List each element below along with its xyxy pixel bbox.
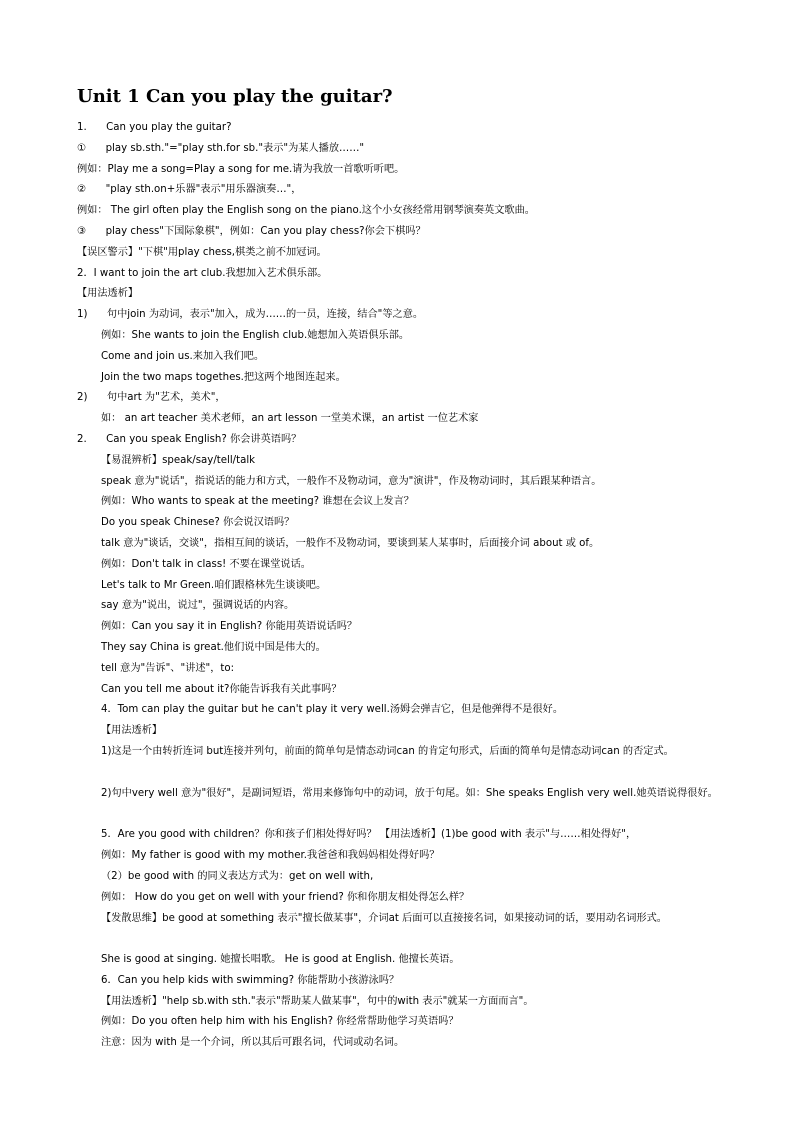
text-line: 例如：Do you often help him with his English? 你经常帮助他学习英语吗？ xyxy=(101,1016,459,1027)
text-line: speak 意为"说话"，指说话的能力和方式，一般作不及物动词，意为"演讲"，作及物动词时，其后跟某种语言。 xyxy=(101,476,602,487)
text-line: They say China is great.他们说中国是伟大的。 xyxy=(101,642,326,653)
text-line: Come and join us.来加入我们吧。 xyxy=(101,351,265,362)
text-line: 例如：Play me a song=Play a song for me.请为我放一首歌听听吧。 xyxy=(77,164,405,175)
text-line: 【易混辨析】speak/say/tell/talk xyxy=(101,455,256,466)
text-line: 5．Are you good with children？你和孩子们相处得好吗？ 【用法透析】(1)be good with 表示"与……相处得好"， xyxy=(101,829,637,840)
text-line: 1. Can you play the guitar? xyxy=(77,122,232,133)
text-line: ② "play sth.on+乐器"表示"用乐器演奏…"， xyxy=(77,184,302,195)
text-line: 2) 句中art 为"艺术，美术"， xyxy=(77,392,226,403)
text-line: Do you speak Chinese? 你会说汉语吗？ xyxy=(101,517,295,528)
text-line: 例如：She wants to join the English club.她想加入英语俱乐部。 xyxy=(101,330,410,341)
text-line: 1) 句中join 为动词，表示"加入，成为……的一员，连接，结合"等之意。 xyxy=(77,309,424,320)
text-line: 【用法透析】"help sb.with sth."表示"帮助某人做某事"，句中的with 表示"就某一方面而言"。 xyxy=(101,996,534,1007)
text-line: （2）be good with 的同义表达方式为：get on well with, xyxy=(101,871,374,882)
text-line: 例如：Can you say it in English? 你能用英语说话吗？ xyxy=(101,621,358,632)
text-line: 【用法透析】 xyxy=(77,288,139,299)
text-line: 注意：因为 with 是一个介词，所以其后可跟名词，代词或动名词。 xyxy=(101,1037,405,1048)
text-line: She is good at singing. 她擅长唱歌。 He is good at English. 他擅长英语。 xyxy=(101,954,460,965)
text-line: 例如：My father is good with my mother.我爸爸和我妈妈相处得好吗？ xyxy=(101,850,440,861)
text-line: 2)句中very well 意为"很好"，是副词短语，常用来修饰句中的动词，放于句尾。如：She speaks English very well.她英语说得很好。 xyxy=(101,788,718,799)
text-line: 【用法透析】 xyxy=(101,725,163,736)
text-line: 例如：Who wants to speak at the meeting? 谁想在会议上发言？ xyxy=(101,496,414,507)
text-line: tell 意为"告诉"、"讲述"，to: xyxy=(101,663,235,674)
text-line: talk 意为"谈话，交谈"，指相互间的谈话，一般作不及物动词，要谈到某人某事时，后面接介词 about 或 of。 xyxy=(101,538,600,549)
text-line: 例如：Don't talk in class! 不要在课堂说话。 xyxy=(101,559,311,570)
page-title: Unit 1 Can you play the guitar? xyxy=(77,86,393,107)
text-line: say 意为"说出，说过"，强调说话的内容。 xyxy=(101,600,295,611)
text-line: 2．I want to join the art club.我想加入艺术俱乐部。 xyxy=(77,268,328,279)
text-line: 2. Can you speak English? 你会讲英语吗？ xyxy=(77,434,302,445)
text-line: ③ play chess"下国际象棋"，例如：Can you play chess?你会下棋吗？ xyxy=(77,226,426,237)
text-line: Let's talk to Mr Green.咱们跟格林先生谈谈吧。 xyxy=(101,580,327,591)
text-line: 1)这是一个由转折连词 but连接并列句，前面的简单句是情态动词can 的肯定句形式，后面的简单句是情态动词can 的否定式。 xyxy=(101,746,674,757)
text-line: Join the two maps togethes.把这两个地图连起来。 xyxy=(101,372,346,383)
text-line: Can you tell me about it?你能告诉我有关此事吗？ xyxy=(101,684,342,695)
text-line: 6．Can you help kids with swimming? 你能帮助小孩游泳吗？ xyxy=(101,975,400,986)
text-line: 如： an art teacher 美术老师，an art lesson 一堂美术课，an artist 一位艺术家 xyxy=(101,413,479,424)
text-line: 例如： The girl often play the English song on the piano.这个小女孩经常用钢琴演奏英文歌曲。 xyxy=(77,205,535,216)
text-line: 【发散思维】be good at something 表示"擅长做某事"，介词at 后面可以直接接名词，如果接动词的话，要用动名词形式。 xyxy=(101,913,667,924)
text-line: 【误区警示】"下棋"用play chess,棋类之前不加冠词。 xyxy=(77,247,327,258)
text-line: 4．Tom can play the guitar but he can't play it very well.汤姆会弹吉它，但是他弹得不是很好。 xyxy=(101,704,564,715)
text-line: ① play sb.sth."="play sth.for sb."表示"为某人播放……" xyxy=(77,143,365,154)
text-line: 例如： How do you get on well with your friend? 你和你朋友相处得怎么样？ xyxy=(101,892,470,903)
